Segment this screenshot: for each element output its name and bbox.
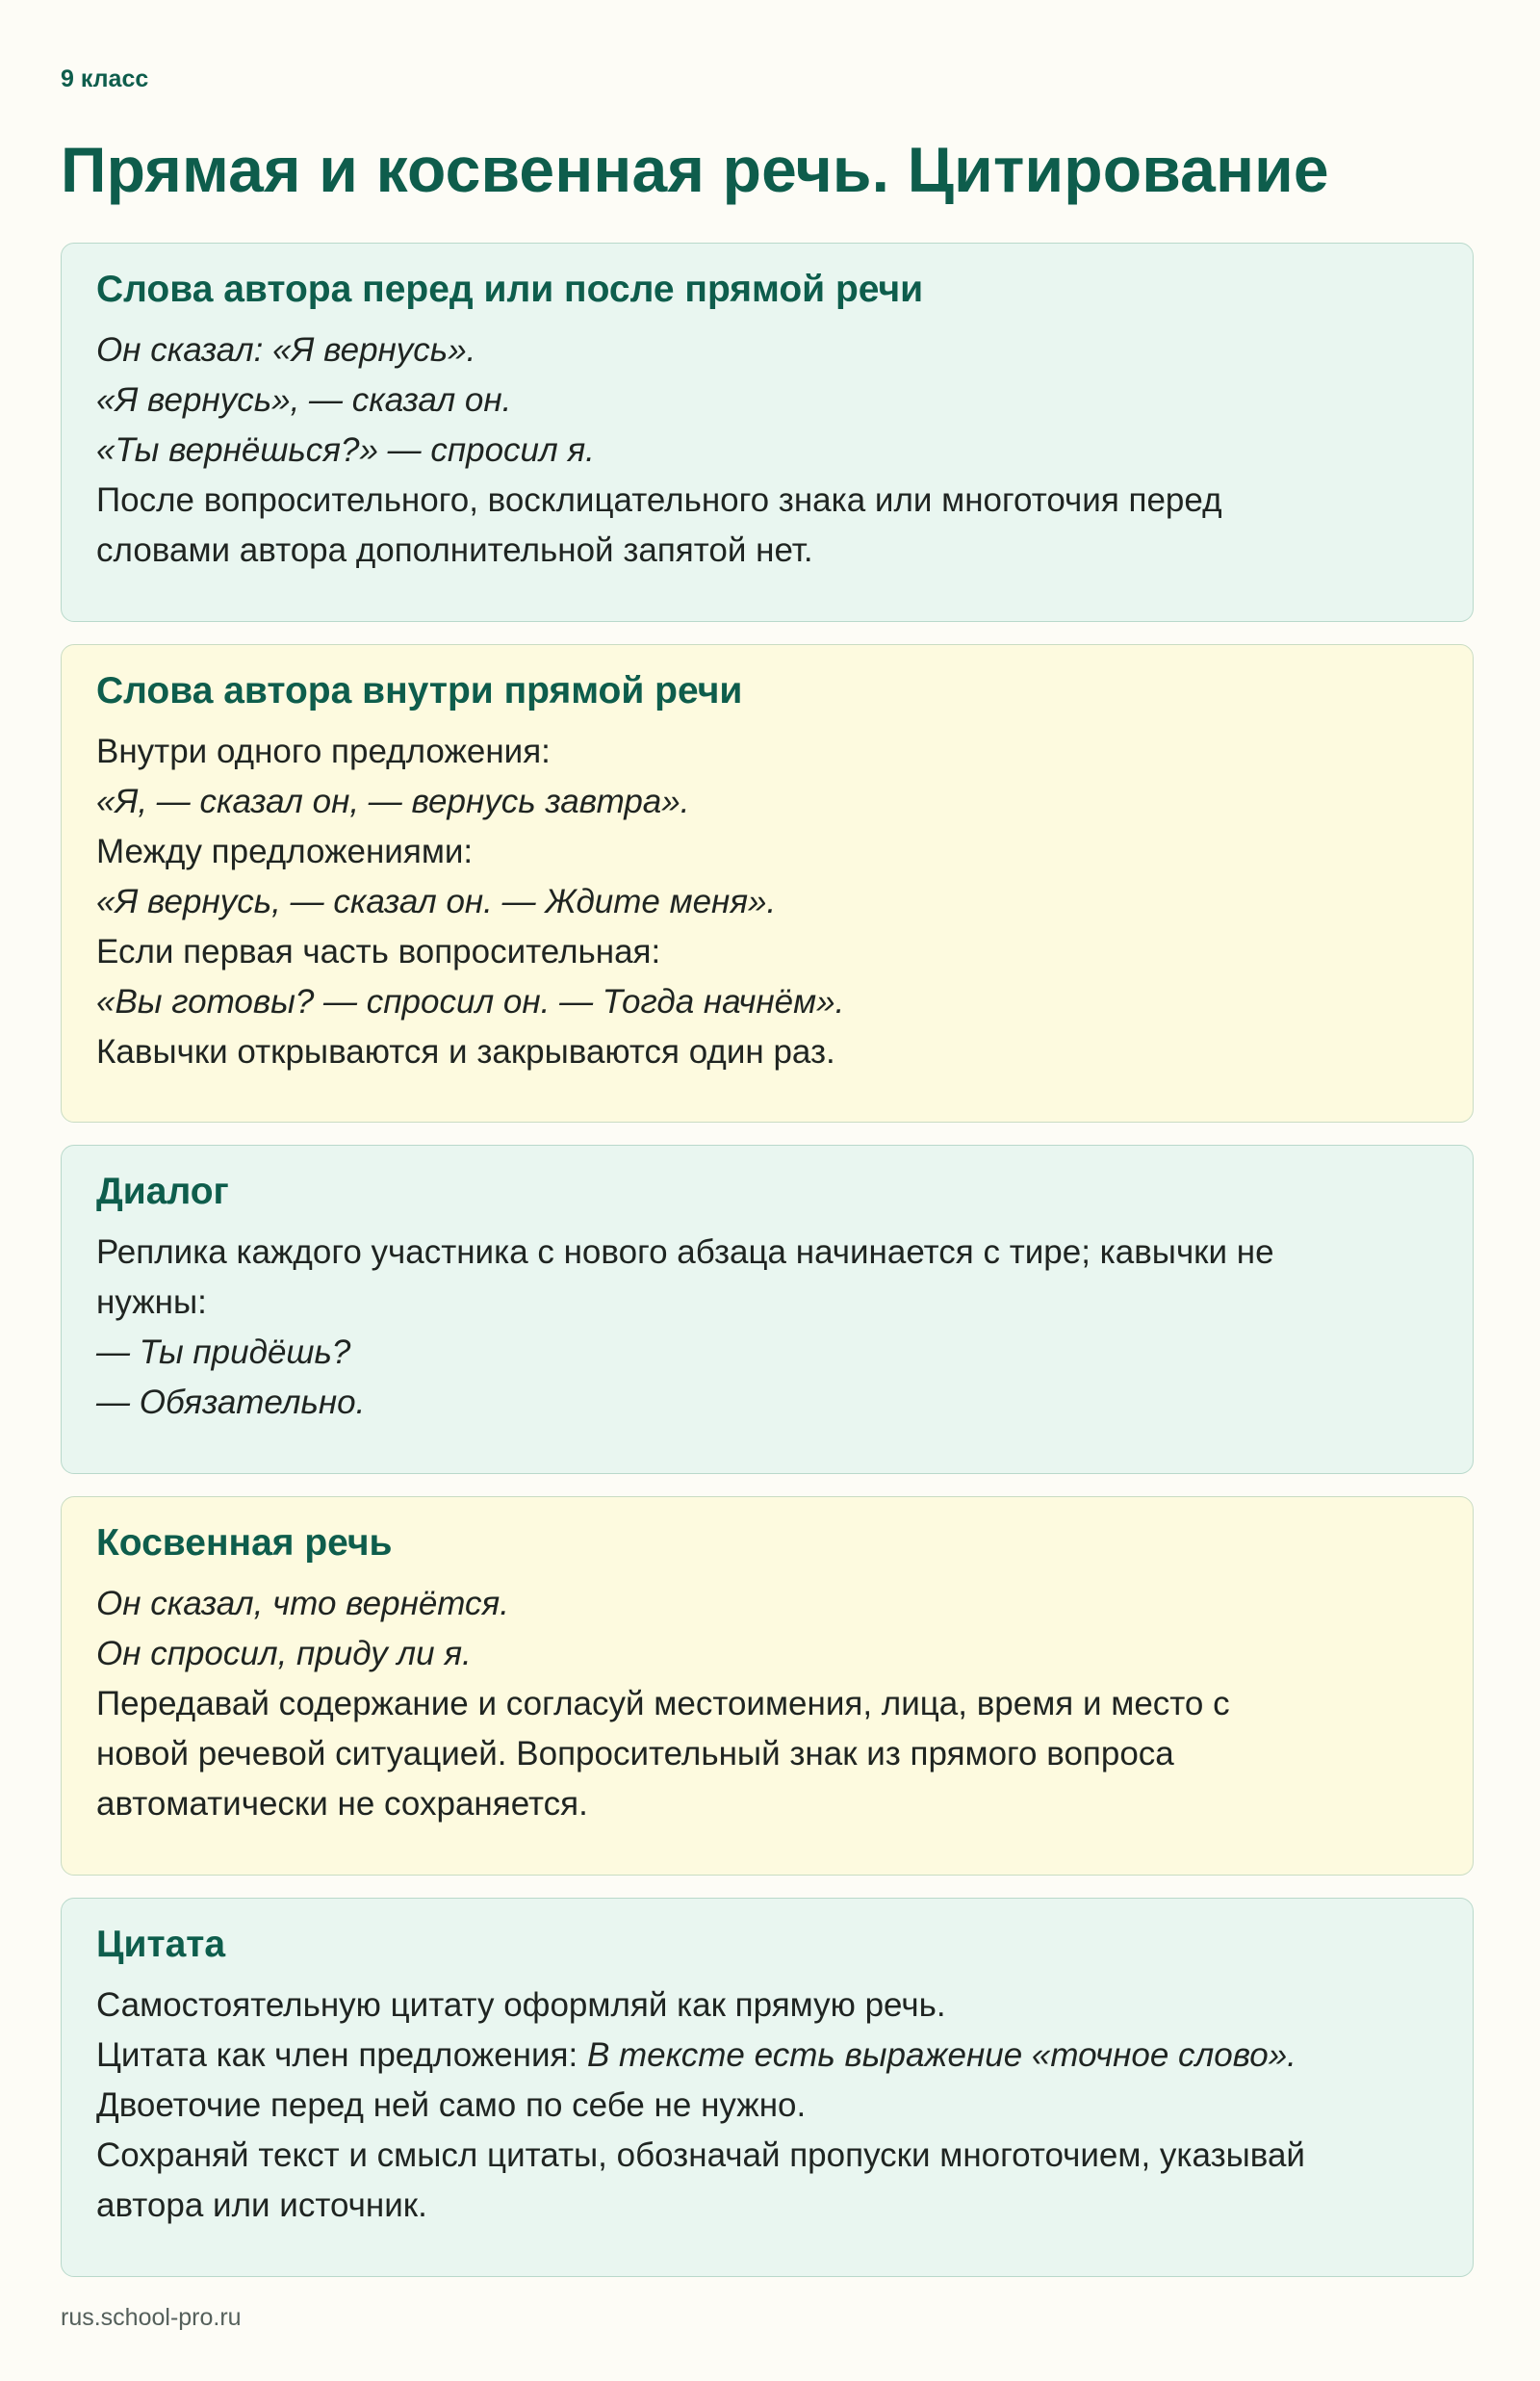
- example-text: В тексте есть выражение «точное слово».: [586, 2035, 1296, 2074]
- example-line: — Ты придёшь?: [96, 1333, 351, 1371]
- footer-site: rus.school-pro.ru: [61, 2304, 242, 2331]
- example-line: «Я вернусь, — сказал он. — Ждите меня».: [96, 882, 777, 920]
- example-line: «Вы готовы? — спросил он. — Тогда начнём».: [96, 982, 845, 1021]
- card-heading: Диалог: [96, 1171, 229, 1212]
- rule-line: Реплика каждого участника с нового абзаца начинается с тире; кавычки не: [96, 1232, 1274, 1271]
- card-heading: Цитата: [96, 1924, 226, 1965]
- rule-line: автоматически не сохраняется.: [96, 1784, 588, 1823]
- example-line: «Я вернусь», — сказал он.: [96, 380, 512, 419]
- rule-line: Двоеточие перед ней само по себе не нужно.: [96, 2085, 807, 2124]
- rule-line: Если первая часть вопросительная:: [96, 932, 661, 971]
- card-quotation: [61, 1898, 1474, 2277]
- rule-line: Передавай содержание и согласуй местоимения, лица, время и место с: [96, 1684, 1230, 1722]
- rule-line: После вопросительного, восклицательного знака или многоточия перед: [96, 480, 1222, 519]
- example-line: — Обязательно.: [96, 1383, 366, 1421]
- rule-text: Цитата как член предложения:: [96, 2035, 587, 2074]
- example-line: «Я, — сказал он, — вернусь завтра».: [96, 782, 690, 820]
- example-line: Он сказал, что вернётся.: [96, 1584, 509, 1622]
- rule-line: словами автора дополнительной запятой нет.: [96, 531, 813, 569]
- rule-line: новой речевой ситуацией. Вопросительный знак из прямого вопроса: [96, 1734, 1174, 1773]
- card-heading: Слова автора перед или после прямой речи: [96, 269, 924, 310]
- card-heading: Слова автора внутри прямой речи: [96, 670, 743, 712]
- card-dialogue: [61, 1145, 1474, 1474]
- card-heading: Косвенная речь: [96, 1522, 393, 1564]
- rule-line: Сохраняй текст и смысл цитаты, обозначай пропуски многоточием, указывай: [96, 2135, 1305, 2174]
- example-line: Он спросил, приду ли я.: [96, 1634, 472, 1672]
- rule-line: Между предложениями:: [96, 832, 474, 870]
- rule-line: Внутри одного предложения:: [96, 732, 551, 770]
- rule-line: Самостоятельную цитату оформляй как прямую речь.: [96, 1985, 946, 2024]
- example-line: Он сказал: «Я вернусь».: [96, 330, 476, 369]
- grade-label: 9 класс: [61, 65, 149, 92]
- rule-line-mixed: [96, 2031, 1438, 2081]
- card-author-words-before-after: [61, 243, 1474, 622]
- rule-line: Кавычки открываются и закрываются один раз.: [96, 1032, 835, 1071]
- example-line: «Ты вернёшься?» — спросил я.: [96, 430, 595, 469]
- rule-line: автора или источник.: [96, 2186, 427, 2224]
- rule-line: нужны:: [96, 1282, 207, 1321]
- card-author-words-inside: [61, 644, 1474, 1123]
- card-indirect-speech: [61, 1496, 1474, 1876]
- page-title: Прямая и косвенная речь. Цитирование: [61, 134, 1329, 205]
